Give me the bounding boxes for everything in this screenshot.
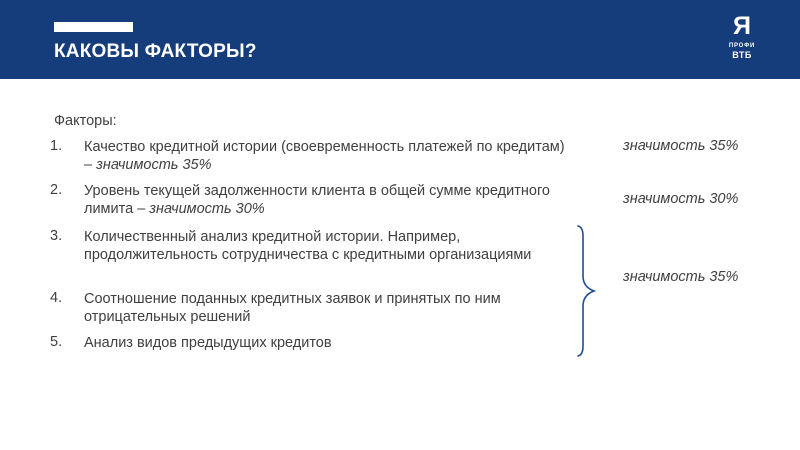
item-body: Качество кредитной истории (своевременность платежей по кредитам) – <box>84 139 565 173</box>
item-text <box>84 290 574 326</box>
item-number: 3. <box>50 228 63 244</box>
slide-title: КАКОВЫ ФАКТОРЫ? <box>54 41 257 62</box>
right-brace-icon <box>550 224 610 358</box>
factors-intro: Факторы: <box>54 113 117 129</box>
logo-line-1: ПРОФИ <box>728 43 756 49</box>
significance-label-1: значимость 35% <box>623 138 739 154</box>
significance-label-3: значимость 35% <box>623 269 739 285</box>
item-text <box>84 138 574 174</box>
item-significance: значимость 35% <box>96 157 212 173</box>
item-significance: значимость 30% <box>149 201 265 217</box>
item-body: Соотношение поданных кредитных заявок и принятых по ним отрицательных решений <box>84 291 501 325</box>
logo-line-2: ВТБ <box>732 50 752 60</box>
item-number: 5. <box>50 334 63 350</box>
item-number: 2. <box>50 182 63 198</box>
item-text <box>84 228 574 264</box>
item-body: Уровень текущей задолженности клиента в общей сумме кредитного лимита – <box>84 183 550 217</box>
item-number: 4. <box>50 290 63 306</box>
significance-label-2: значимость 30% <box>623 191 739 207</box>
item-body: Анализ видов предыдущих кредитов <box>84 335 332 351</box>
item-body: Количественный анализ кредитной истории. Например, продолжительность сотрудничества с кредитными организациями <box>84 229 532 263</box>
item-number: 1. <box>50 138 63 154</box>
item-text <box>84 182 574 218</box>
item-text <box>84 334 574 352</box>
logo-mark: Я <box>733 12 751 40</box>
